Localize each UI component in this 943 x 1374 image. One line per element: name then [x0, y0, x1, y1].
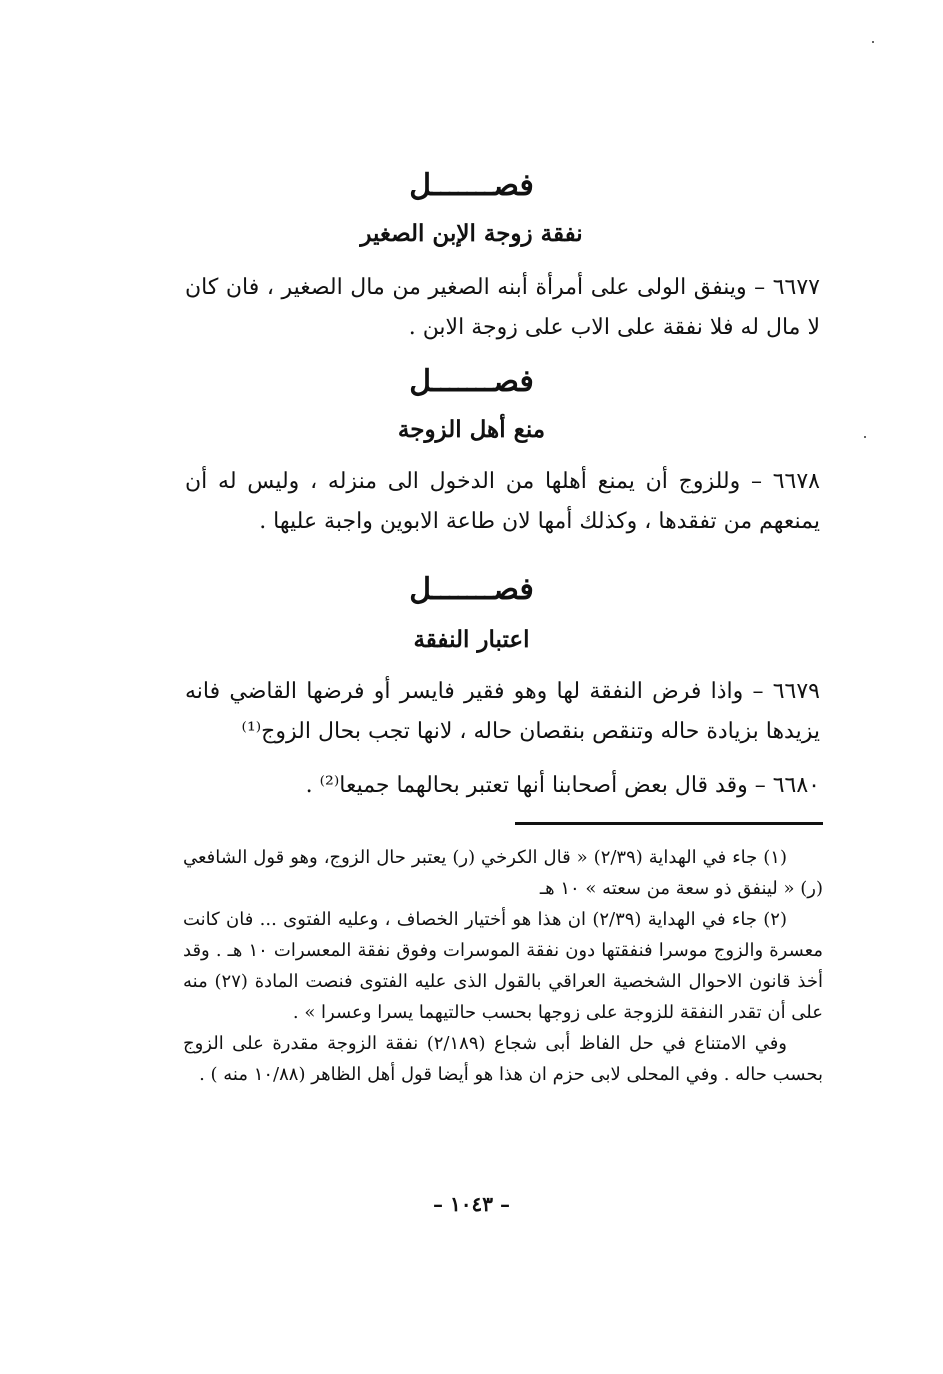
paragraph-6679: ٦٦٧٩ – واذا فرض النفقة لها وهو فقير فايسر أو فرضها القاضي فانه يزيدها بزيادة حاله وتنقص بنقصان حاله ، لانها تجب بحال الزوج⁽¹⁾ — [185, 679, 820, 744]
paragraph-6677: ٦٦٧٧ – وينفق الولى على أمرأة أبنه الصغير من مال الصغير ، فان كان لا مال له فلا نفقة على الاب على زوجة الابن . — [185, 275, 820, 340]
footnote-1: (١) جاء في الهداية (٢/٣٩) « قال الكرخي (ر) يعتبر حال الزوج، وهو قول الشافعي (ر) « لينفق ذو سعة من سعته » ١٠ هـ — [183, 847, 823, 899]
section-subheading: اعتبار النفقة — [413, 626, 530, 653]
paragraph-6680: ٦٦٨٠ – وقد قال بعض أصحابنا أنها تعتبر بحالهما جميعا⁽²⁾ . — [305, 773, 820, 798]
footnote-separator — [515, 822, 823, 825]
paragraph-6678: ٦٦٧٨ – وللزوج أن يمنع أهلها من الدخول الى منزله ، وليس له أن يمنعهم من تفقدها ، وكذلك أمها لان طاعة الابوين واجبة عليها . — [185, 469, 820, 534]
section-heading: فصـــــــل — [409, 572, 534, 607]
footnotes — [183, 842, 823, 1090]
scan-speck — [872, 41, 874, 43]
section-heading: فصـــــــل — [409, 168, 534, 203]
section-subheading: نفقة زوجة الإبن الصغير — [360, 220, 583, 247]
footnote-2: (٢) جاء في الهداية (٢/٣٩) ان هذا هو أختيار الخصاف ، وعليه الفتوى ... فان كانت معسرة والزوج موسرا فنفقتها دون نفقة الموسرات وفوق نفقة المعسرات ١٠ هـ . وقد أخذ قانون الاحوال الشخصية العراقي بالقول الذى عليه الفتوى فنصت المادة (٢٧) منه على أن تقدر النفقة للزوجة على زوجها بحسب حالتيهما يسرا وعسرا » . — [183, 909, 823, 1023]
section-heading: فصـــــــل — [409, 364, 534, 399]
footnote-2-continued: وفي الامتناع في حل الفاظ أبى شجاع (٢/١٨٩) نفقة الزوجة مقدرة على الزوج بحسب حاله . وفي المحلى لابى حزم ان هذا هو أيضا قول أهل الظاهر (١٠/٨٨ منه ) . — [183, 1033, 823, 1085]
section-subheading: منع أهل الزوجة — [397, 416, 546, 443]
page-number: – ١٠٤٣ – — [433, 1192, 510, 1216]
